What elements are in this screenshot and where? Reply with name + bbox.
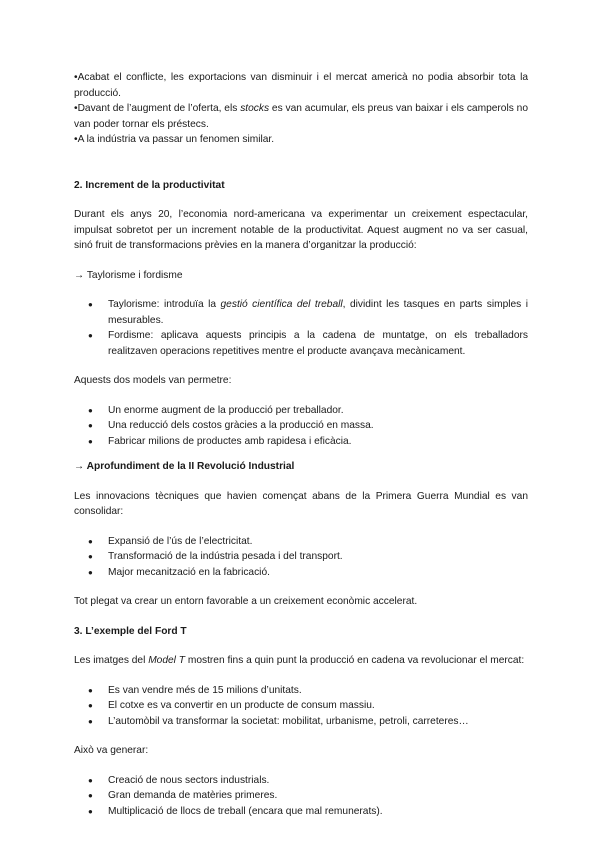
list-item: ● Una reducció dels costos gràcies a la producció en massa. (88, 418, 528, 434)
subheading-revolution: → Aprofundiment de la II Revolució Industrial (74, 461, 295, 472)
intro-bullet: •Davant de l’augment de l’oferta, els stocks es van acumular, els preus van baixar i els camperols no van poder tornar els préstecs. (74, 103, 528, 130)
list-item: ● Gran demanda de matèries primeres. (88, 788, 528, 804)
intro-bullet: •A la indústria va passar un fenomen similar. (74, 134, 275, 145)
revolution-list (74, 534, 528, 581)
intro-bullet: •Acabat el conflicte, les exportacions van disminuir i el mercat americà no podia absorbir tota la producció. (74, 72, 528, 99)
list-item: ● Un enorme augment de la producció per treballador. (88, 403, 528, 419)
models-list (74, 403, 528, 450)
section-2-title: 2. Increment de la productivitat (74, 179, 225, 191)
list-item: ● L’automòbil va transformar la societat: mobilitat, urbanisme, petroli, carreteres… (88, 714, 528, 730)
list-item: ● El cotxe es va convertir en un producte de consum massiu. (88, 698, 528, 714)
list-item: ● Expansió de l’ús de l’electricitat. (88, 534, 528, 550)
subheading-taylorism: → Taylorisme i fordisme (74, 269, 183, 281)
list-item: ● Major mecanització en la fabricació. (88, 565, 528, 581)
list-item: ● Multiplicació de llocs de treball (encara que mal remunerats). (88, 804, 528, 820)
list-item: ● Fordisme: aplicava aquests principis a la cadena de muntatge, on els treballadors realitzaven operacions repetitives mentre el producte avançava mecànicament. (88, 328, 528, 359)
models-intro: Aquests dos models van permetre: (74, 375, 232, 386)
section-3-title: 3. L’exemple del Ford T (74, 625, 187, 637)
list-item: ● Es van vendre més de 15 milions d’unitats. (88, 683, 528, 699)
document-page (74, 70, 528, 819)
section-2-closing: Tot plegat va crear un entorn favorable a un creixement econòmic accelerat. (74, 596, 418, 607)
list-item: ● Transformació de la indústria pesada i del transport. (88, 549, 528, 565)
generate-list (74, 773, 528, 820)
list-item: ● Creació de nous sectors industrials. (88, 773, 528, 789)
generate-intro: Això va generar: (74, 745, 149, 756)
revolution-paragraph: Les innovacions tècniques que havien començat abans de la Primera Guerra Mundial es van consolidar: (74, 490, 528, 517)
ford-list (74, 683, 528, 730)
section-3-intro: Les imatges del Model T mostren fins a quin punt la producció en cadena va revolucionar el mercat: (74, 655, 525, 666)
section-2-paragraph: Durant els anys 20, l’economia nord-americana va experimentar un creixement espectacular, impulsat sobretot per un increment notable de la productivitat. Aquest augment no va ser casual, sinó fruit de transformacions prèvies en la manera d’organitzar la producció: (74, 209, 528, 251)
list-item: ● Taylorisme: introduïa la gestió científica del treball, dividint les tasques en parts simples i mesurables. (88, 297, 528, 328)
taylorism-list (74, 297, 528, 359)
list-item: ● Fabricar milions de productes amb rapidesa i eficàcia. (88, 434, 528, 450)
